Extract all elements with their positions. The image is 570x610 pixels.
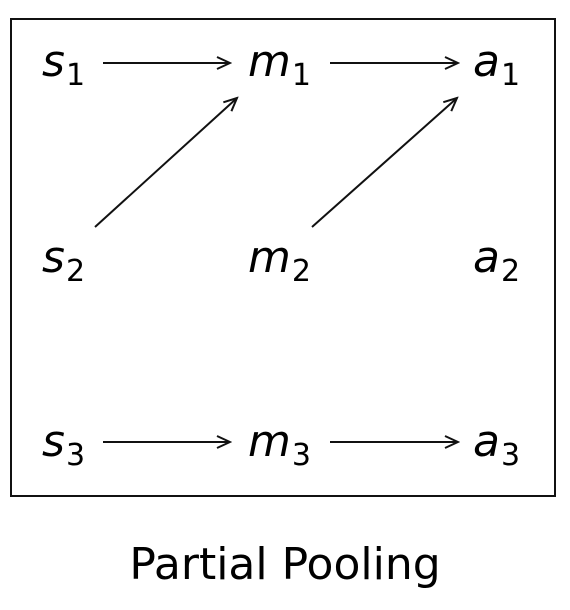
node-m3 <box>248 416 311 473</box>
node-s2-sub: 2 <box>65 254 86 289</box>
node-m3-base: m <box>248 416 291 467</box>
node-s1-sub: 1 <box>65 58 86 93</box>
node-a3 <box>473 416 521 473</box>
diagram-caption: Partial Pooling <box>129 539 441 590</box>
node-m1-base: m <box>248 36 291 87</box>
node-s3-sub: 3 <box>65 438 86 473</box>
arrow-m2-a1 <box>312 98 457 227</box>
node-m1-sub: 1 <box>291 58 311 93</box>
node-m1 <box>248 36 311 93</box>
node-a1-base: a <box>473 36 500 87</box>
node-a1 <box>473 36 521 93</box>
node-s1-base: s <box>42 36 65 87</box>
node-m2-base: m <box>248 232 291 283</box>
node-a3-base: a <box>473 416 500 467</box>
node-s3-base: s <box>42 416 65 467</box>
node-s2 <box>42 232 86 289</box>
node-s3 <box>42 416 86 473</box>
arrow-s2-m1 <box>95 98 237 227</box>
node-a1-sub: 1 <box>500 58 521 93</box>
node-m3-sub: 3 <box>291 438 311 473</box>
node-a3-sub: 3 <box>500 438 521 473</box>
node-m2-sub: 2 <box>291 254 311 289</box>
node-a2 <box>473 232 521 289</box>
node-s2-base: s <box>42 232 65 283</box>
node-s1 <box>42 36 86 93</box>
node-a2-sub: 2 <box>500 254 521 289</box>
node-a2-base: a <box>473 232 500 283</box>
node-m2 <box>248 232 311 289</box>
